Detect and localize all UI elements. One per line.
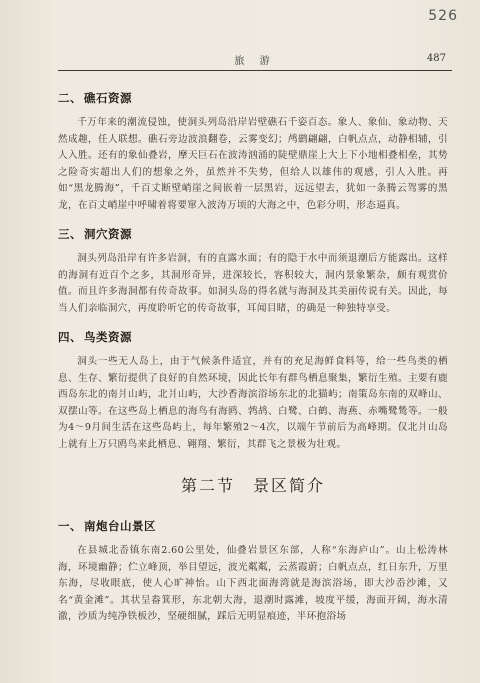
section-paragraph-reefs: 千万年来的潮流侵蚀，使洞头列岛沿岸岩壁礁石千姿百态。象人、象仙、象动物、天然成趣，任人联想。礁石旁边波浪翻卷，云雾变幻；鸬鹚翩翩，白帆点点，动静相辅，引人入胜。还有的象仙叠岩，摩天巨石在波涛汹涌的陡壁鼎崖上大上下小地相叠相垒，其势之险奇实超出人们的想象之外，虽然并不失势，但给人以雄伟的观感，引人入胜。再如“黑龙腾海”，千百丈断壁峭崖之间嵌着一层黑岩，远远望去，犹如一条腾云驾雾的黑龙，在百丈峭崖中呼啸着将要窜入波涛万顷的大海之中，色彩分明，形态逼真。 bbox=[58, 117, 448, 211]
stamped-page-number: 526 bbox=[428, 8, 458, 24]
chapter-title: 第二节 景区简介 bbox=[180, 476, 326, 495]
section-paragraph-birds: 洞头一些无人岛上，由于气候条件适宜，并有的充足海鲜食料等，给一些鸟类的栖息、生存、繁衍提供了良好的自然环境，因此长年有群鸟栖息聚集，繁衍生殖。主要有鹿西岛东北的南爿山屿，北爿山屿，大沙香海滨浴场东北的北猫屿；南策岛东南的双峰山、双摆山等。在这些岛上栖息的海鸟有海鸥、鹁鸪、白鹭、白鹤、海燕、赤嘴鹭鸶等。一般为4～9月间生活在这些岛屿上，每年繁殖2～4次，以端午节前后为高峰期。仅北爿山岛上就有上万只鸥鸟来此栖息、翱翔、繁衍，其群飞之景极为壮观。 bbox=[58, 356, 448, 450]
section-heading-birds: 四、 鸟类资源 bbox=[58, 330, 132, 344]
running-header bbox=[58, 52, 452, 70]
subsection-heading-nanpaotai: 一、 南炮台山景区 bbox=[58, 519, 156, 533]
section-paragraph-caves: 洞头列岛沿岸有许多岩洞，有的直露水面；有的隐于水中而须退潮后方能露出。这样的海洞有近百个之多，其洞形奇异，进深较长，容积较大，洞内景象繁杂，颇有观赏价值。而且许多海洞都有传奇故事。如洞头岛的得名就与海洞及其美丽传说有关。因此，每当人们亲临洞穴，再度聆听它的传奇故事，耳闻目睹，的确是一种独特享受。 bbox=[58, 253, 448, 314]
subsection-paragraph-nanpaotai: 在县城北岙镇东南2.60公里处，仙叠岩景区东部，人称“东海庐山”。山上松涛林海，环境幽静；伫立峰顶，举目望远，波光粼粼，云蒸霞蔚；白帆点点，红日东升，万里东海，尽收眼底，使人心旷神怡。山下西北面海湾就是海滨浴场，即大沙岙沙滩，又名“黄金滩”。其状呈畚箕形，东北朝大海，退潮时露滩，坡度平缓，海面开阔，海水清澈，沙质为纯净铁板沙，坚硬细腻，踩后无明显痕迹，半环抱浴场 bbox=[58, 545, 448, 622]
running-title: 旅 游 bbox=[234, 56, 276, 67]
page-body bbox=[58, 86, 448, 626]
section-heading-reefs: 二、 礁石资源 bbox=[58, 91, 132, 105]
page-number: 487 bbox=[426, 53, 446, 64]
section-heading-caves: 三、 洞穴资源 bbox=[58, 227, 132, 241]
header-rule bbox=[58, 70, 452, 71]
